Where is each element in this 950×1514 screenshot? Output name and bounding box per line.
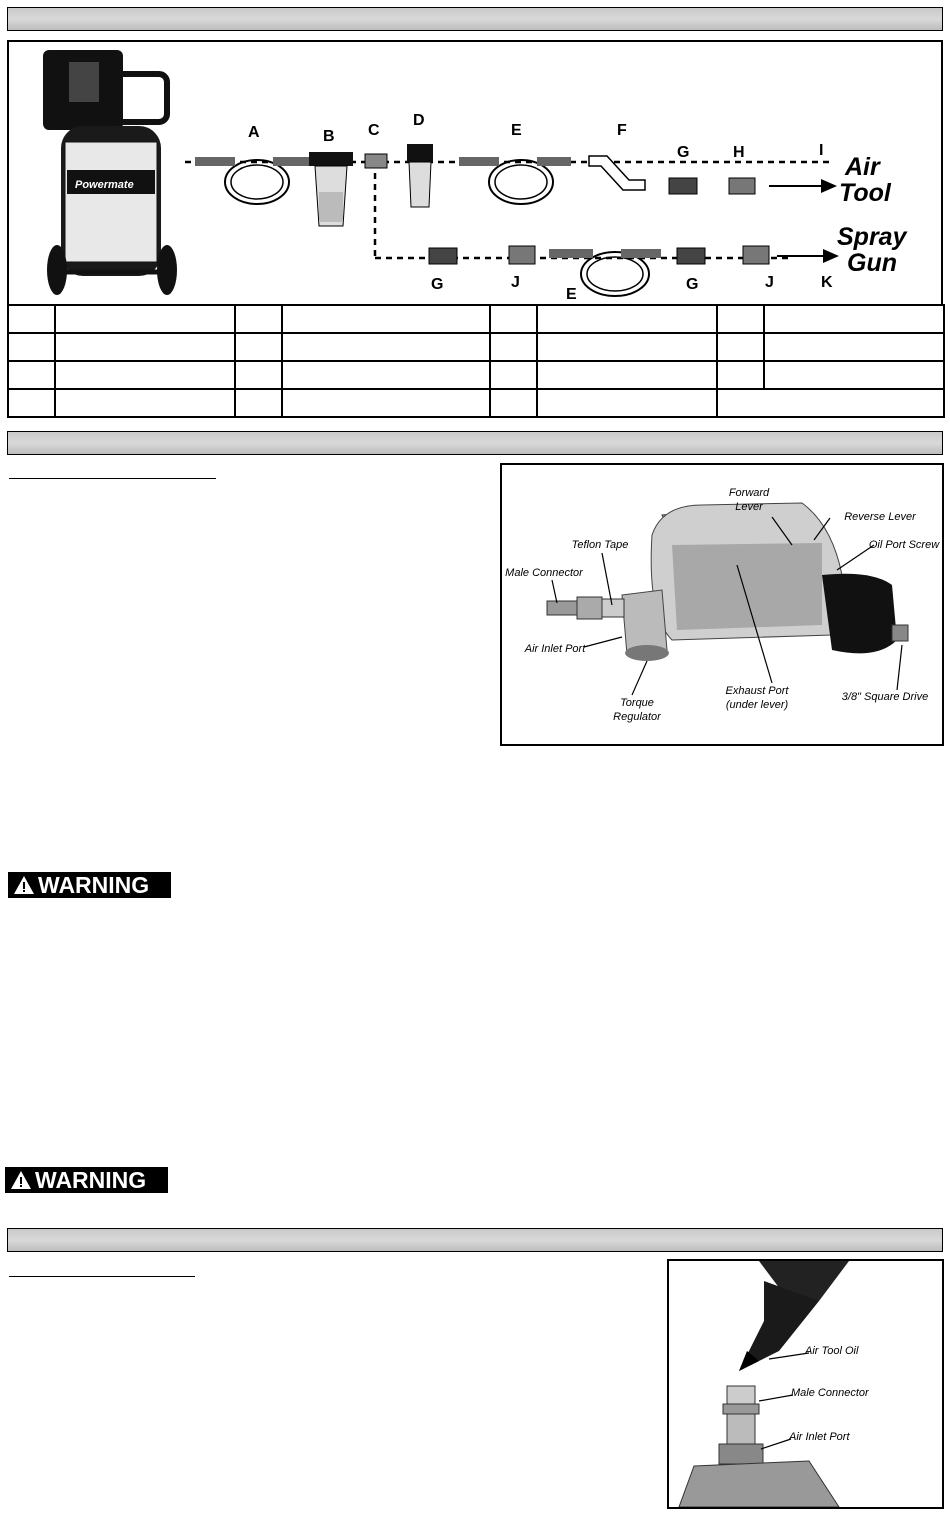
- hookup-diagram: [7, 40, 943, 306]
- subheading-underline-1: [9, 478, 216, 479]
- warning-triangle-icon: [10, 1170, 32, 1190]
- wrench-photo-frame: [500, 463, 944, 746]
- label-d: D: [413, 112, 425, 129]
- label-f: F: [617, 122, 627, 139]
- hookup-diagram-art: [9, 42, 941, 304]
- warning-badge-1: [8, 872, 171, 898]
- table-row: [8, 305, 944, 333]
- air-tool-label-1: Air: [845, 153, 880, 181]
- label-i: I: [819, 142, 824, 159]
- compressor-illustration: [43, 50, 177, 295]
- label-g-bottom-1: G: [431, 276, 444, 293]
- label-a: A: [248, 124, 260, 141]
- spray-gun-label-2: Gun: [847, 249, 897, 277]
- label-e-top: E: [511, 122, 522, 139]
- label-b: B: [323, 128, 335, 145]
- label-c: C: [368, 122, 380, 139]
- oil-illustration: [669, 1261, 942, 1507]
- warning-text-1: WARNING: [38, 872, 150, 898]
- air-tool-oil-label: Air Tool Oil: [805, 1345, 859, 1357]
- warning-triangle-icon: [13, 875, 35, 895]
- exhaust-port-label-2: (under lever): [725, 699, 789, 711]
- table-row: [8, 389, 944, 417]
- label-e-bottom: E: [566, 286, 577, 303]
- teflon-tape-label: Teflon Tape: [571, 539, 629, 551]
- parts-table: [7, 304, 945, 418]
- male-connector-label: Male Connector: [505, 567, 583, 579]
- warning-badge-2: [5, 1167, 168, 1193]
- forward-lever-label-2: Lever: [735, 501, 763, 513]
- label-j-2: J: [765, 274, 774, 291]
- square-drive-label: 3/8" Square Drive: [841, 691, 929, 703]
- torque-regulator-label-2: Regulator: [613, 711, 661, 723]
- section-header-bar-2: [7, 431, 943, 455]
- spray-gun-label-1: Spray: [837, 223, 907, 251]
- section-header-bar-1: [7, 7, 943, 31]
- torque-regulator-label-1: Torque: [620, 697, 654, 709]
- brand-label: Powermate: [75, 179, 134, 191]
- air-inlet-port-label: Air Inlet Port: [524, 643, 586, 655]
- reverse-lever-label: Reverse Lever: [844, 511, 916, 523]
- label-g-bottom-2: G: [686, 276, 699, 293]
- oil-port-screw-label: Oil Port Screw: [868, 539, 940, 551]
- oil-male-connector-label: Male Connector: [791, 1387, 869, 1399]
- warning-text-2: WARNING: [35, 1167, 147, 1193]
- table-row: [8, 333, 944, 361]
- label-k: K: [821, 274, 833, 291]
- table-row: [8, 361, 944, 389]
- subheading-underline-2: [9, 1276, 195, 1277]
- forward-lever-label-1: Forward: [728, 487, 770, 499]
- label-g-top: G: [677, 144, 690, 161]
- air-tool-label-2: Tool: [839, 179, 891, 207]
- exhaust-port-label-1: Exhaust Port: [725, 685, 789, 697]
- label-j-1: J: [511, 274, 520, 291]
- oil-photo-frame: [667, 1259, 944, 1509]
- label-h: H: [733, 144, 745, 161]
- oil-air-inlet-port-label: Air Inlet Port: [789, 1431, 850, 1443]
- section-header-bar-3: [7, 1228, 943, 1252]
